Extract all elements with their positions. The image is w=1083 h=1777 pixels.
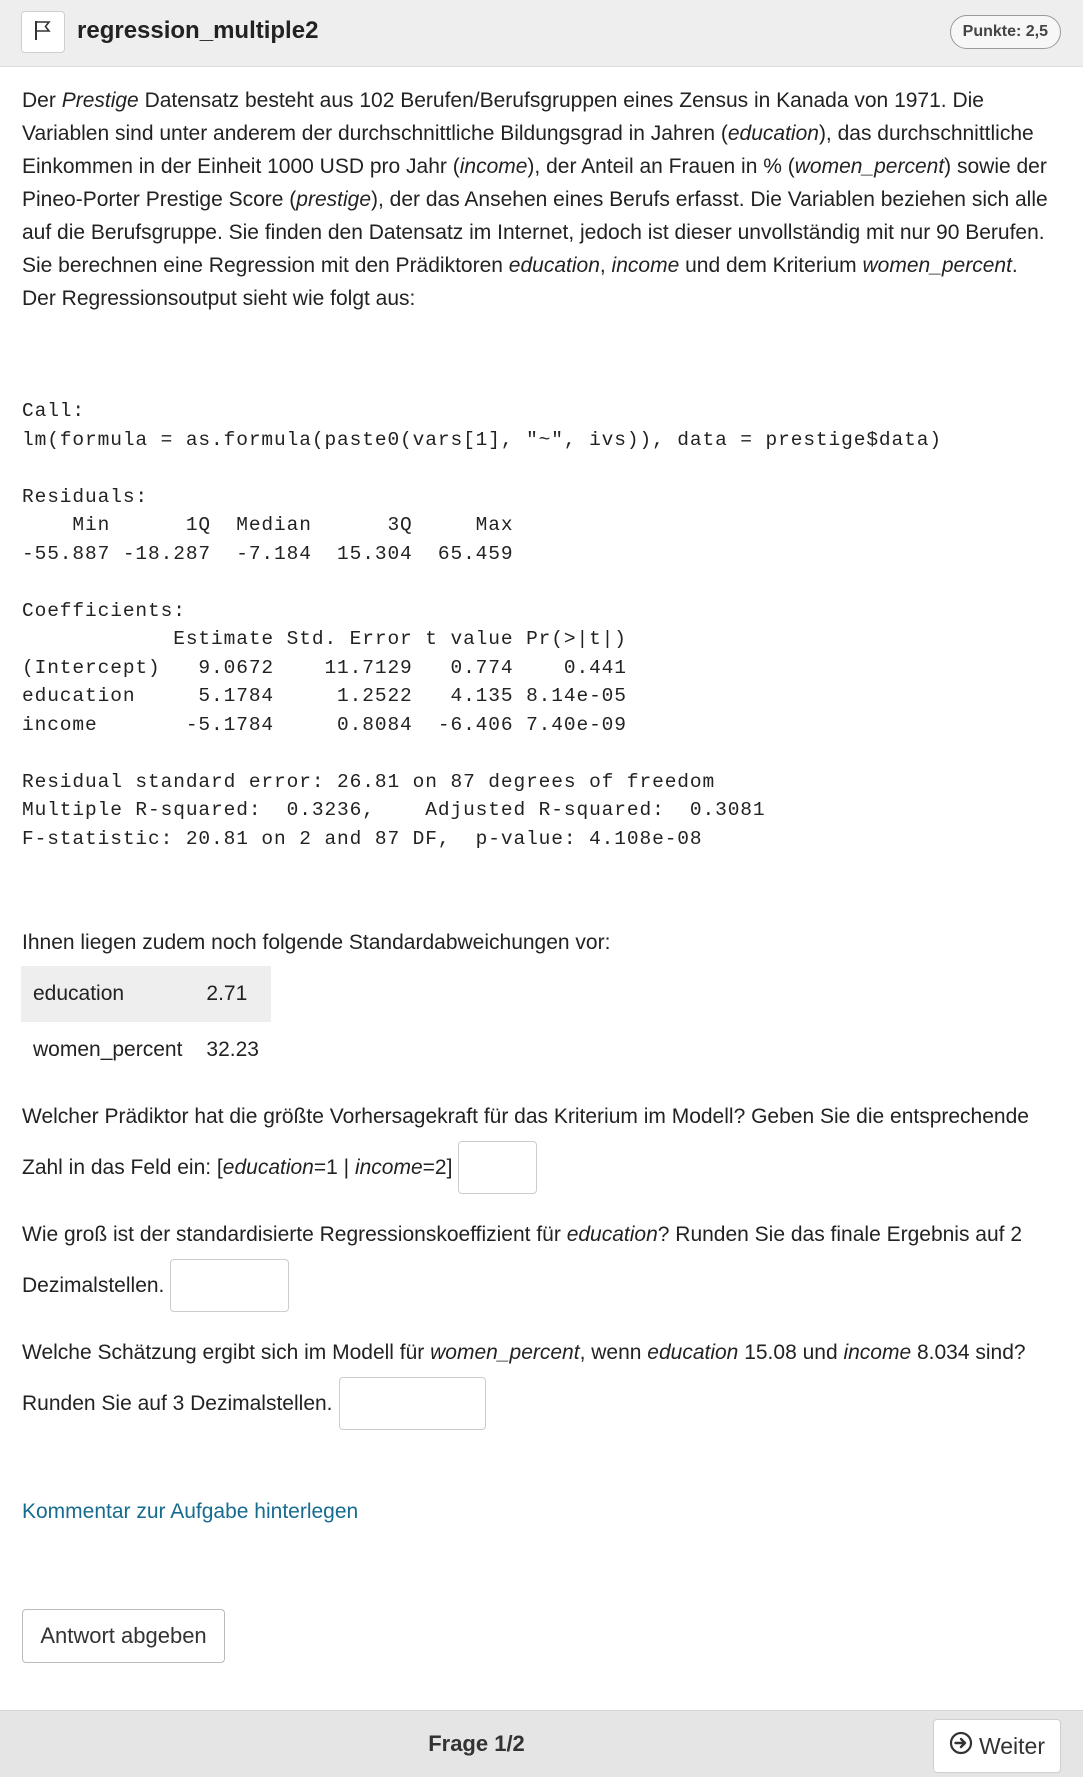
sd-variable: education	[21, 966, 194, 1022]
question-text	[22, 84, 1062, 315]
sd-table	[21, 966, 271, 1078]
regression-output: Call: lm(formula = as.formula(paste0(vars[1], "~", ivs)), data = prestige$data) Residuals: Min 1Q Median 3Q Max -55.887 -18.287 -7.184 15.304 65.459 Coefficients: Estimate Std. Error t value Pr(>|t|) (Intercept) 9.0672 11.7129 0.774 0.441 education 5.1784 1.2522 4.135 8.14e-05 income -5.1784 0.8084 -6.406 7.40e-09 Residual standard error: 26.81 on 87 degrees of freedom Multiple R-squared: 0.3236, Adjusted R-squared: 0.3081 F-statistic: 20.81 on 2 and 87 DF, p-value: 4.108e-08	[22, 400, 942, 850]
answer-input-3[interactable]	[339, 1377, 486, 1430]
next-button[interactable]	[933, 1719, 1061, 1773]
question-1-hint: Zahl in das Feld ein: [education=1 | income=2]	[22, 1156, 453, 1179]
regression-intro: Sie berechnen eine Regression mit den Prädiktoren education, income und dem Kriterium women_percent.	[22, 254, 1018, 277]
footer-bar	[0, 1710, 1083, 1777]
intro-paragraph: Der Prestige Datensatz besteht aus 102 Berufen/Berufsgruppen eines Zensus in Kanada von 1971. Die Variablen sind unter anderem der durchschnittliche Bildungsgrad in Jahren (education), das durchschnittliche Einkommen in der Einheit 1000 USD pro Jahr (income), der Anteil an Frauen in % (women_percent) sowie der Pineo-Porter Prestige Score (prestige), der das Ansehen eines Berufs erfasst. Die Variablen beziehen sich alle auf die Berufsgruppe. Sie finden den Datensatz im Internet, jedoch ist dieser unvollständig mit nur 90 Berufen.	[22, 89, 1048, 244]
output-intro: Der Regressionsoutput sieht wie folgt aus:	[22, 287, 416, 310]
question-1	[22, 1100, 1062, 1194]
sd-variable: women_percent	[33, 1038, 183, 1061]
arrow-circle-right-icon	[949, 1731, 973, 1761]
question-3	[22, 1336, 1062, 1430]
answer-input-1[interactable]	[458, 1141, 537, 1194]
question-3-text: Welche Schätzung ergibt sich im Modell für women_percent, wenn education 15.08 und income 8.034 sind?	[22, 1341, 1026, 1364]
question-2-hint: Dezimalstellen.	[22, 1274, 165, 1297]
question-2	[22, 1218, 1062, 1312]
table-row	[21, 1022, 271, 1078]
sd-value: 32.23	[206, 1038, 259, 1061]
sd-intro: Ihnen liegen zudem noch folgende Standardabweichungen vor:	[22, 931, 611, 954]
table-row	[21, 966, 271, 1022]
question-1-text: Welcher Prädiktor hat die größte Vorhersagekraft für das Kriterium im Modell? Geben Sie die entsprechende	[22, 1105, 1029, 1128]
sd-value: 2.71	[194, 966, 271, 1022]
next-label: Weiter	[978, 1732, 1046, 1759]
question-3-hint: Runden Sie auf 3 Dezimalstellen.	[22, 1392, 333, 1415]
flag-button[interactable]	[21, 11, 65, 53]
submit-answer-button[interactable]: Antwort abgeben	[22, 1609, 225, 1663]
points-badge: Punkte: 2,5	[950, 15, 1061, 49]
comment-link[interactable]: Kommentar zur Aufgabe hinterlegen	[22, 1500, 359, 1523]
question-2-text: Wie groß ist der standardisierte Regressionskoeffizient für education? Runden Sie das finale Ergebnis auf 2	[22, 1223, 1023, 1246]
question-header	[0, 0, 1083, 67]
flag-icon	[33, 19, 53, 46]
page-indicator: Frage 1/2	[428, 1731, 525, 1756]
answer-input-2[interactable]	[170, 1259, 289, 1312]
question-title: regression_multiple2	[77, 17, 319, 44]
